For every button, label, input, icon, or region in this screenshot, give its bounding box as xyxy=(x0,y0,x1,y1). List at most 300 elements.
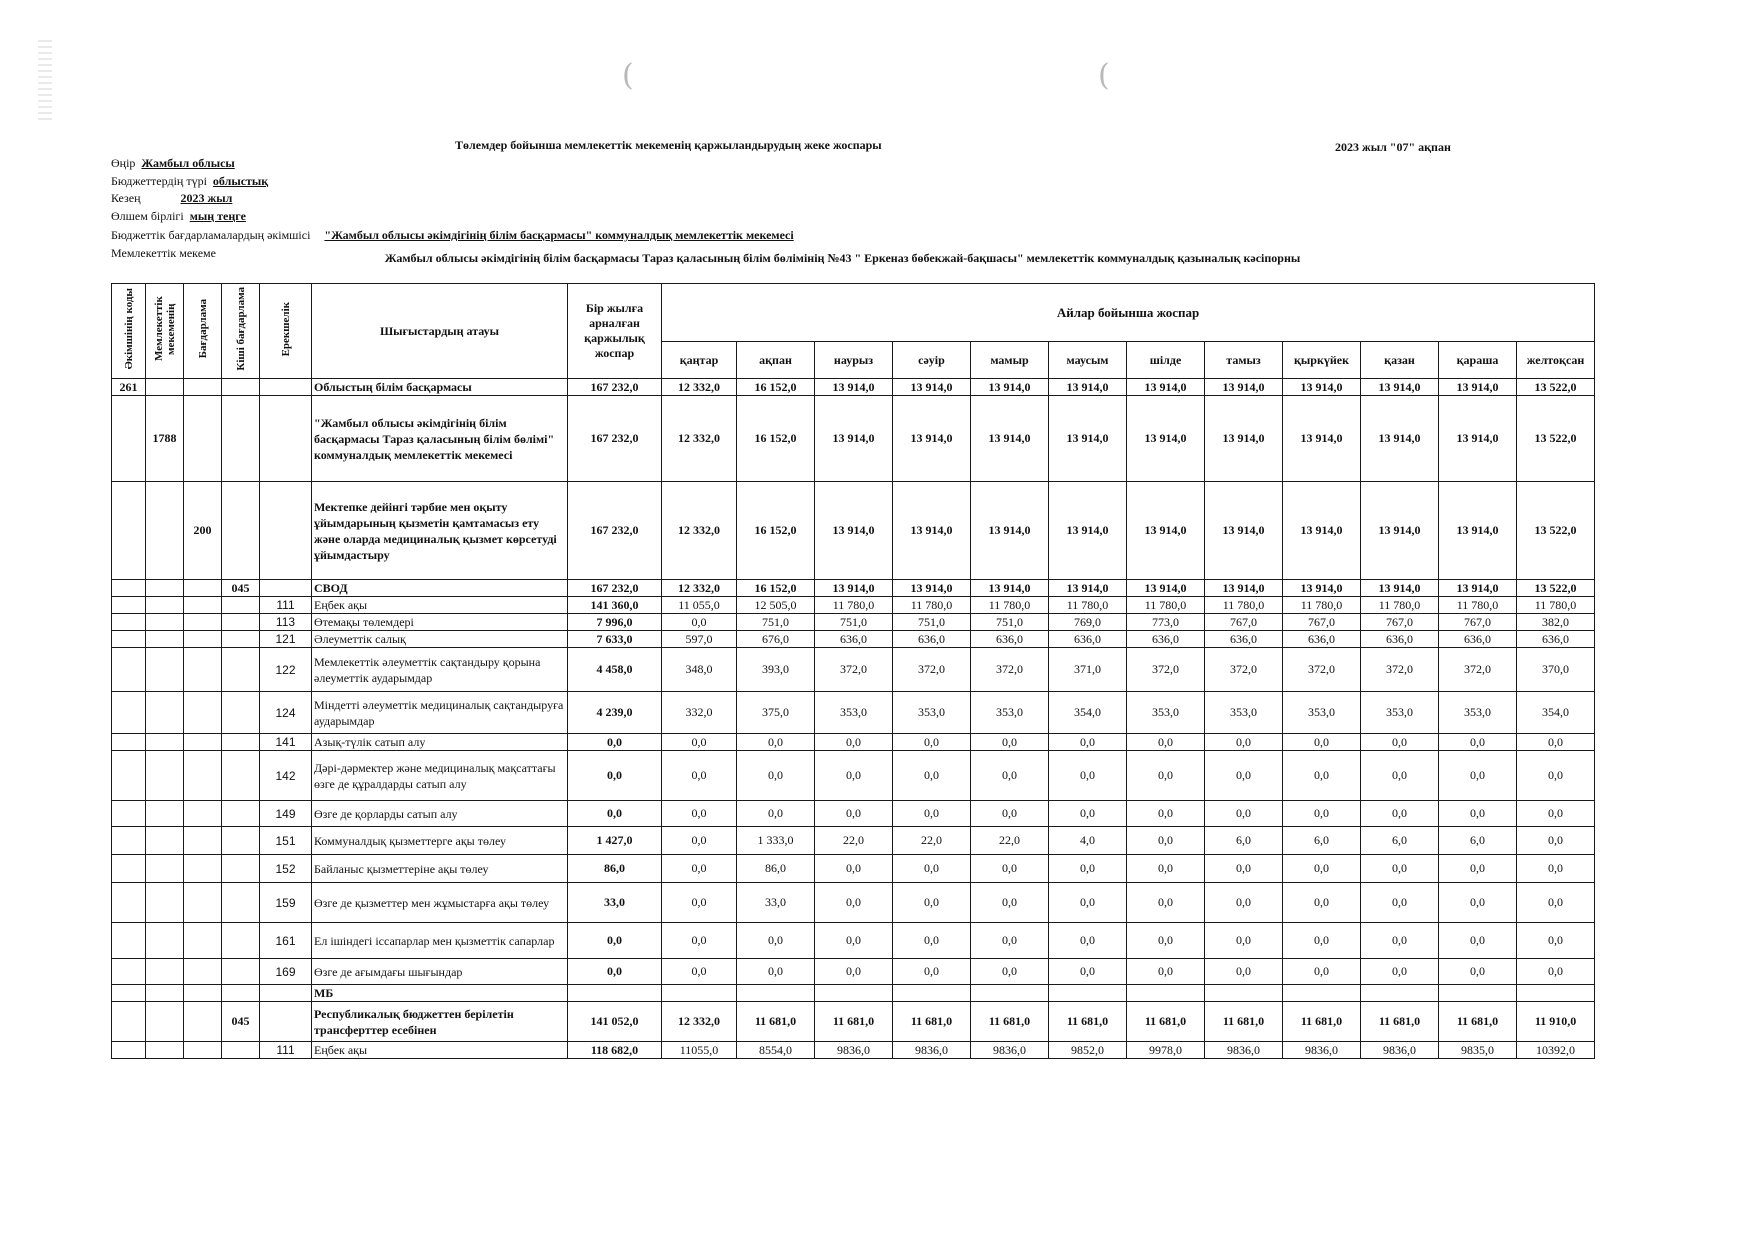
month-value-cell: 0,0 xyxy=(971,855,1049,883)
table-row xyxy=(112,631,1595,648)
month-value-cell: 0,0 xyxy=(1517,751,1595,801)
month-value-cell: 0,0 xyxy=(971,923,1049,959)
month-value-cell: 16 152,0 xyxy=(737,580,815,597)
month-value-cell xyxy=(1127,985,1205,1002)
subprogram-code-cell xyxy=(222,597,260,614)
year-plan-cell: 0,0 xyxy=(568,734,662,751)
month-value-cell: 767,0 xyxy=(1361,614,1439,631)
month-value-cell: 13 914,0 xyxy=(1205,396,1283,482)
month-value-cell: 0,0 xyxy=(1205,959,1283,985)
month-value-cell: 636,0 xyxy=(971,631,1049,648)
subprogram-code-cell xyxy=(222,827,260,855)
table-row xyxy=(112,692,1595,734)
institution-code-cell xyxy=(146,1002,184,1042)
program-code-cell xyxy=(184,580,222,597)
month-value-cell: 0,0 xyxy=(737,801,815,827)
specific-code-cell xyxy=(260,580,312,597)
admin-code-cell xyxy=(112,883,146,923)
month-value-cell: 13 522,0 xyxy=(1517,580,1595,597)
admin-code-cell xyxy=(112,597,146,614)
month-value-cell: 0,0 xyxy=(662,734,737,751)
month-value-cell: 13 914,0 xyxy=(1127,396,1205,482)
budget-type-line xyxy=(111,174,268,189)
admin-code-cell xyxy=(112,482,146,580)
col-year-plan: Бір жылға арналған қаржылық жоспар xyxy=(568,284,662,379)
month-value-cell: 0,0 xyxy=(1127,734,1205,751)
month-value-cell: 353,0 xyxy=(893,692,971,734)
col-month-1: қаңтар xyxy=(662,342,737,379)
col-month-4: сәуір xyxy=(893,342,971,379)
month-value-cell: 0,0 xyxy=(662,959,737,985)
month-value-cell: 22,0 xyxy=(971,827,1049,855)
specific-code-cell: 141 xyxy=(260,734,312,751)
month-value-cell: 372,0 xyxy=(1205,648,1283,692)
expense-name-cell: Мемлекеттік әлеуметтік сақтандыру қорына әлеуметтік аударымдар xyxy=(312,648,568,692)
institution-code-cell: 1788 xyxy=(146,396,184,482)
month-value-cell: 11 681,0 xyxy=(1283,1002,1361,1042)
table-row xyxy=(112,482,1595,580)
admin-code-cell xyxy=(112,1002,146,1042)
month-value-cell: 0,0 xyxy=(662,614,737,631)
institution-code-cell xyxy=(146,614,184,631)
col-month-10: қазан xyxy=(1361,342,1439,379)
month-value-cell: 4,0 xyxy=(1049,827,1127,855)
institution-code-cell xyxy=(146,597,184,614)
program-code-cell xyxy=(184,855,222,883)
month-value-cell: 11 780,0 xyxy=(1127,597,1205,614)
month-value-cell: 0,0 xyxy=(971,734,1049,751)
month-value-cell: 0,0 xyxy=(893,923,971,959)
expense-name-cell: Өтемақы төлемдері xyxy=(312,614,568,631)
institution-code-cell xyxy=(146,923,184,959)
institution-code-cell xyxy=(146,482,184,580)
month-value-cell: 0,0 xyxy=(1361,855,1439,883)
month-value-cell: 0,0 xyxy=(815,801,893,827)
institution-code-cell xyxy=(146,959,184,985)
table-row xyxy=(112,855,1595,883)
month-value-cell: 12 332,0 xyxy=(662,396,737,482)
month-value-cell: 13 914,0 xyxy=(971,580,1049,597)
col-program xyxy=(184,284,222,379)
admin-code-cell: 261 xyxy=(112,379,146,396)
month-value-cell: 0,0 xyxy=(1049,959,1127,985)
agency-label: Мемлекеттік мекеме xyxy=(111,246,216,260)
table-row xyxy=(112,883,1595,923)
subprogram-code-cell xyxy=(222,692,260,734)
specific-code-cell: 149 xyxy=(260,801,312,827)
program-code-cell xyxy=(184,883,222,923)
month-value-cell: 13 914,0 xyxy=(815,580,893,597)
month-value-cell: 0,0 xyxy=(893,959,971,985)
month-value-cell: 382,0 xyxy=(1517,614,1595,631)
program-code-cell xyxy=(184,1042,222,1059)
year-plan-cell: 141 052,0 xyxy=(568,1002,662,1042)
month-value-cell: 353,0 xyxy=(815,692,893,734)
budget-type-label: Бюджеттердің түрі xyxy=(111,174,207,188)
month-value-cell: 0,0 xyxy=(971,959,1049,985)
month-value-cell: 0,0 xyxy=(1517,734,1595,751)
col-month-11: қараша xyxy=(1439,342,1517,379)
month-value-cell: 11 681,0 xyxy=(1049,1002,1127,1042)
month-value-cell: 370,0 xyxy=(1517,648,1595,692)
specific-code-cell: 111 xyxy=(260,597,312,614)
expense-name-cell: Республикалық бюджеттен берілетін трансферттер есебінен xyxy=(312,1002,568,1042)
institution-code-cell xyxy=(146,801,184,827)
month-value-cell: 0,0 xyxy=(662,923,737,959)
month-value-cell: 767,0 xyxy=(1439,614,1517,631)
month-value-cell: 0,0 xyxy=(815,923,893,959)
month-value-cell: 13 914,0 xyxy=(1283,379,1361,396)
month-value-cell: 353,0 xyxy=(1127,692,1205,734)
month-value-cell: 676,0 xyxy=(737,631,815,648)
month-value-cell: 11 780,0 xyxy=(893,597,971,614)
month-value-cell: 0,0 xyxy=(893,883,971,923)
month-value-cell: 12 332,0 xyxy=(662,1002,737,1042)
month-value-cell: 636,0 xyxy=(1205,631,1283,648)
program-code-cell xyxy=(184,734,222,751)
unit-line xyxy=(111,209,246,224)
specific-code-cell: 121 xyxy=(260,631,312,648)
month-value-cell xyxy=(737,985,815,1002)
month-value-cell: 0,0 xyxy=(1439,734,1517,751)
month-value-cell: 9836,0 xyxy=(971,1042,1049,1059)
expense-name-cell: Еңбек ақы xyxy=(312,597,568,614)
month-value-cell: 12 332,0 xyxy=(662,580,737,597)
month-value-cell xyxy=(1049,985,1127,1002)
expense-name-cell: Ел ішіндегі іссапарлар мен қызметтік сапарлар xyxy=(312,923,568,959)
month-value-cell: 0,0 xyxy=(1361,959,1439,985)
month-value-cell: 9836,0 xyxy=(1283,1042,1361,1059)
month-value-cell: 767,0 xyxy=(1283,614,1361,631)
month-value-cell xyxy=(1517,985,1595,1002)
expense-name-cell: Еңбек ақы xyxy=(312,1042,568,1059)
month-value-cell: 11 780,0 xyxy=(1283,597,1361,614)
month-value-cell: 0,0 xyxy=(1439,883,1517,923)
month-value-cell: 773,0 xyxy=(1127,614,1205,631)
year-plan-cell: 0,0 xyxy=(568,923,662,959)
month-value-cell: 13 914,0 xyxy=(1127,379,1205,396)
month-value-cell: 597,0 xyxy=(662,631,737,648)
month-value-cell: 13 914,0 xyxy=(893,379,971,396)
scan-mark-left: ( xyxy=(622,58,634,93)
month-value-cell: 9835,0 xyxy=(1439,1042,1517,1059)
col-name: Шығыстардың атауы xyxy=(312,284,568,379)
admin-code-cell xyxy=(112,855,146,883)
month-value-cell: 751,0 xyxy=(815,614,893,631)
program-code-cell xyxy=(184,631,222,648)
month-value-cell: 22,0 xyxy=(815,827,893,855)
institution-code-cell xyxy=(146,751,184,801)
admin-code-cell xyxy=(112,827,146,855)
table-row xyxy=(112,614,1595,631)
col-month-3: наурыз xyxy=(815,342,893,379)
month-value-cell: 13 914,0 xyxy=(1439,482,1517,580)
month-value-cell: 9836,0 xyxy=(1205,1042,1283,1059)
month-value-cell: 636,0 xyxy=(893,631,971,648)
period-label: Кезең xyxy=(111,191,141,205)
month-value-cell: 13 914,0 xyxy=(1283,580,1361,597)
specific-code-cell xyxy=(260,985,312,1002)
header-row-1 xyxy=(112,284,1595,342)
unit-label: Өлшем бірлігі xyxy=(111,209,184,223)
month-value-cell: 13 914,0 xyxy=(1361,379,1439,396)
month-value-cell: 0,0 xyxy=(971,751,1049,801)
month-value-cell: 636,0 xyxy=(815,631,893,648)
year-plan-cell: 167 232,0 xyxy=(568,379,662,396)
month-value-cell: 13 914,0 xyxy=(971,482,1049,580)
month-value-cell: 11 681,0 xyxy=(1205,1002,1283,1042)
program-code-cell xyxy=(184,648,222,692)
institution-code-cell xyxy=(146,883,184,923)
period-value: 2023 жыл xyxy=(180,191,233,205)
table-row xyxy=(112,827,1595,855)
institution-code-cell xyxy=(146,1042,184,1059)
subprogram-code-cell xyxy=(222,959,260,985)
month-value-cell: 0,0 xyxy=(1049,883,1127,923)
month-value-cell xyxy=(1439,985,1517,1002)
col-monthly-group: Айлар бойынша жоспар xyxy=(662,284,1595,342)
month-value-cell: 354,0 xyxy=(1049,692,1127,734)
month-value-cell: 0,0 xyxy=(1361,734,1439,751)
period-line xyxy=(111,191,232,206)
month-value-cell: 11 681,0 xyxy=(1127,1002,1205,1042)
month-value-cell: 11 681,0 xyxy=(815,1002,893,1042)
month-value-cell: 353,0 xyxy=(1205,692,1283,734)
program-code-cell xyxy=(184,1002,222,1042)
month-value-cell: 0,0 xyxy=(971,801,1049,827)
month-value-cell: 0,0 xyxy=(1439,855,1517,883)
institution-code-cell xyxy=(146,985,184,1002)
month-value-cell: 13 914,0 xyxy=(1049,379,1127,396)
year-plan-cell: 7 633,0 xyxy=(568,631,662,648)
program-code-cell xyxy=(184,827,222,855)
month-value-cell: 0,0 xyxy=(1517,923,1595,959)
month-value-cell: 0,0 xyxy=(1283,959,1361,985)
admin-code-cell xyxy=(112,396,146,482)
month-value-cell: 13 914,0 xyxy=(1049,396,1127,482)
institution-code-cell xyxy=(146,734,184,751)
scan-mark-right: ( xyxy=(1098,58,1110,93)
specific-code-cell: 161 xyxy=(260,923,312,959)
year-plan-cell: 4 239,0 xyxy=(568,692,662,734)
month-value-cell: 0,0 xyxy=(1127,801,1205,827)
col-month-5: мамыр xyxy=(971,342,1049,379)
month-value-cell: 11 780,0 xyxy=(1361,597,1439,614)
year-plan-cell: 4 458,0 xyxy=(568,648,662,692)
subprogram-code-cell xyxy=(222,1042,260,1059)
subprogram-code-cell xyxy=(222,734,260,751)
month-value-cell xyxy=(893,985,971,1002)
institution-code-cell xyxy=(146,827,184,855)
month-value-cell: 372,0 xyxy=(971,648,1049,692)
subprogram-code-cell xyxy=(222,482,260,580)
month-value-cell: 9836,0 xyxy=(1361,1042,1439,1059)
table-row xyxy=(112,985,1595,1002)
year-plan-cell xyxy=(568,985,662,1002)
month-value-cell: 11 681,0 xyxy=(1439,1002,1517,1042)
institution-code-cell xyxy=(146,855,184,883)
table-row xyxy=(112,751,1595,801)
expense-name-cell: СВОД xyxy=(312,580,568,597)
month-value-cell: 11055,0 xyxy=(662,1042,737,1059)
specific-code-cell: 122 xyxy=(260,648,312,692)
month-value-cell: 13 914,0 xyxy=(1361,580,1439,597)
month-value-cell: 16 152,0 xyxy=(737,379,815,396)
month-value-cell: 13 914,0 xyxy=(1049,482,1127,580)
month-value-cell: 353,0 xyxy=(971,692,1049,734)
col-month-7: шілде xyxy=(1127,342,1205,379)
admin-code-cell xyxy=(112,692,146,734)
month-value-cell: 0,0 xyxy=(737,923,815,959)
month-value-cell: 0,0 xyxy=(1361,923,1439,959)
admin-code-cell xyxy=(112,614,146,631)
institution-code-cell xyxy=(146,631,184,648)
budget-type-value: облыстық xyxy=(212,174,269,188)
subprogram-code-cell xyxy=(222,396,260,482)
year-plan-cell: 141 360,0 xyxy=(568,597,662,614)
month-value-cell: 353,0 xyxy=(1439,692,1517,734)
admin-code-cell xyxy=(112,631,146,648)
subprogram-code-cell xyxy=(222,379,260,396)
subprogram-code-cell xyxy=(222,985,260,1002)
month-value-cell: 13 914,0 xyxy=(893,580,971,597)
col-month-8: тамыз xyxy=(1205,342,1283,379)
month-value-cell: 0,0 xyxy=(1049,855,1127,883)
month-value-cell: 12 505,0 xyxy=(737,597,815,614)
col-month-6: маусым xyxy=(1049,342,1127,379)
specific-code-cell: 124 xyxy=(260,692,312,734)
month-value-cell: 13 914,0 xyxy=(1283,396,1361,482)
financing-plan-table xyxy=(111,283,1595,1059)
month-value-cell: 0,0 xyxy=(815,883,893,923)
month-value-cell: 8554,0 xyxy=(737,1042,815,1059)
agency-value: Жамбыл облысы әкімдігінің білім басқармасы Тараз қаласының білім бөлімінің №43 " Еркеназ бөбекжай-бақшасы" мемлекеттік коммуналдық қазыналық кәсіпорны xyxy=(384,251,1301,265)
program-code-cell xyxy=(184,396,222,482)
month-value-cell: 0,0 xyxy=(1205,883,1283,923)
table-row xyxy=(112,801,1595,827)
month-value-cell: 751,0 xyxy=(893,614,971,631)
month-value-cell: 767,0 xyxy=(1205,614,1283,631)
month-value-cell: 13 914,0 xyxy=(1049,580,1127,597)
month-value-cell: 353,0 xyxy=(1283,692,1361,734)
month-value-cell: 13 914,0 xyxy=(971,379,1049,396)
region-line xyxy=(111,156,235,171)
month-value-cell: 13 914,0 xyxy=(1127,580,1205,597)
col-specific xyxy=(260,284,312,379)
admin-code-cell xyxy=(112,751,146,801)
month-value-cell: 13 914,0 xyxy=(815,482,893,580)
month-value-cell: 354,0 xyxy=(1517,692,1595,734)
specific-code-cell: 113 xyxy=(260,614,312,631)
admin-label: Бюджеттік бағдарламалардың әкімшісі xyxy=(111,228,311,242)
table-row xyxy=(112,648,1595,692)
month-value-cell: 0,0 xyxy=(662,751,737,801)
month-value-cell: 0,0 xyxy=(1205,734,1283,751)
expense-name-cell: Азық-түлік сатып алу xyxy=(312,734,568,751)
month-value-cell: 33,0 xyxy=(737,883,815,923)
month-value-cell: 10392,0 xyxy=(1517,1042,1595,1059)
month-value-cell xyxy=(971,985,1049,1002)
year-plan-cell: 167 232,0 xyxy=(568,482,662,580)
month-value-cell: 0,0 xyxy=(1127,751,1205,801)
month-value-cell: 0,0 xyxy=(1283,734,1361,751)
col-month-12: желтоқсан xyxy=(1517,342,1595,379)
month-value-cell: 13 914,0 xyxy=(971,396,1049,482)
year-plan-cell: 7 996,0 xyxy=(568,614,662,631)
month-value-cell: 751,0 xyxy=(971,614,1049,631)
admin-code-cell xyxy=(112,648,146,692)
month-value-cell: 375,0 xyxy=(737,692,815,734)
month-value-cell: 13 522,0 xyxy=(1517,396,1595,482)
specific-code-cell: 169 xyxy=(260,959,312,985)
month-value-cell: 13 522,0 xyxy=(1517,482,1595,580)
specific-code-cell xyxy=(260,1002,312,1042)
month-value-cell: 636,0 xyxy=(1517,631,1595,648)
month-value-cell xyxy=(662,985,737,1002)
month-value-cell: 0,0 xyxy=(815,734,893,751)
month-value-cell: 13 914,0 xyxy=(1205,482,1283,580)
month-value-cell: 0,0 xyxy=(1049,801,1127,827)
month-value-cell: 0,0 xyxy=(1517,883,1595,923)
document-title: Төлемдер бойынша мемлекеттік мекеменің қаржыландырудың жеке жоспары xyxy=(455,138,882,152)
month-value-cell: 372,0 xyxy=(1439,648,1517,692)
month-value-cell: 0,0 xyxy=(1439,801,1517,827)
specific-code-cell xyxy=(260,379,312,396)
col-subprogram-label: Кіші бағдарлама xyxy=(234,287,247,371)
col-admin-code xyxy=(112,284,146,379)
month-value-cell: 0,0 xyxy=(1283,923,1361,959)
expense-name-cell: Дәрі-дәрмектер және медициналық мақсаттағы өзге де құралдарды сатып алу xyxy=(312,751,568,801)
month-value-cell: 0,0 xyxy=(1205,923,1283,959)
admin-line xyxy=(111,228,794,243)
month-value-cell: 86,0 xyxy=(737,855,815,883)
month-value-cell: 12 332,0 xyxy=(662,482,737,580)
month-value-cell: 11 055,0 xyxy=(662,597,737,614)
expense-name-cell: Байланыс қызметтеріне ақы төлеу xyxy=(312,855,568,883)
month-value-cell: 0,0 xyxy=(1205,855,1283,883)
month-value-cell: 0,0 xyxy=(737,734,815,751)
table-row xyxy=(112,1002,1595,1042)
year-plan-cell: 118 682,0 xyxy=(568,1042,662,1059)
program-code-cell xyxy=(184,692,222,734)
month-value-cell: 0,0 xyxy=(815,751,893,801)
subprogram-code-cell xyxy=(222,883,260,923)
month-value-cell: 13 914,0 xyxy=(1361,396,1439,482)
month-value-cell: 6,0 xyxy=(1205,827,1283,855)
month-value-cell: 0,0 xyxy=(737,751,815,801)
month-value-cell: 11 780,0 xyxy=(815,597,893,614)
year-plan-cell: 167 232,0 xyxy=(568,396,662,482)
month-value-cell: 0,0 xyxy=(1049,923,1127,959)
month-value-cell xyxy=(1205,985,1283,1002)
institution-code-cell xyxy=(146,692,184,734)
table-row xyxy=(112,923,1595,959)
scan-artifact xyxy=(38,40,52,120)
month-value-cell: 0,0 xyxy=(1283,883,1361,923)
month-value-cell: 6,0 xyxy=(1361,827,1439,855)
program-code-cell xyxy=(184,985,222,1002)
subprogram-code-cell xyxy=(222,923,260,959)
program-code-cell: 200 xyxy=(184,482,222,580)
expense-name-cell: Өзге де қорларды сатып алу xyxy=(312,801,568,827)
admin-code-cell xyxy=(112,985,146,1002)
col-month-2: ақпан xyxy=(737,342,815,379)
month-value-cell: 13 914,0 xyxy=(1439,580,1517,597)
month-value-cell: 371,0 xyxy=(1049,648,1127,692)
month-value-cell: 11 780,0 xyxy=(1049,597,1127,614)
month-value-cell: 372,0 xyxy=(815,648,893,692)
subprogram-code-cell xyxy=(222,614,260,631)
